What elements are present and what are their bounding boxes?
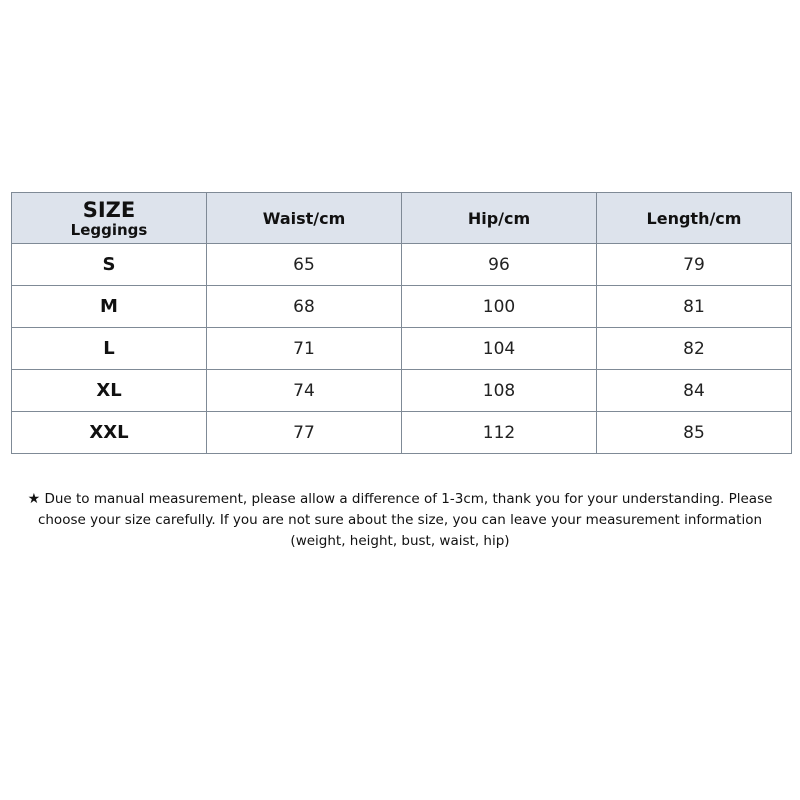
waist-cell: 77 xyxy=(207,412,402,454)
measurement-note xyxy=(20,489,780,552)
table-row xyxy=(12,286,792,328)
size-cell: XL xyxy=(12,370,207,412)
table-row xyxy=(12,244,792,286)
waist-column-header: Waist/cm xyxy=(207,193,402,244)
hip-cell: 108 xyxy=(402,370,597,412)
waist-cell: 65 xyxy=(207,244,402,286)
length-column-header: Length/cm xyxy=(597,193,792,244)
length-cell: 82 xyxy=(597,328,792,370)
size-header-label: SIZE xyxy=(82,198,136,222)
table-row xyxy=(12,370,792,412)
table-row xyxy=(12,412,792,454)
hip-cell: 100 xyxy=(402,286,597,328)
size-cell: S xyxy=(12,244,207,286)
table-header-row xyxy=(12,193,792,244)
hip-cell: 104 xyxy=(402,328,597,370)
length-cell: 85 xyxy=(597,412,792,454)
waist-cell: 74 xyxy=(207,370,402,412)
star-icon: ★ xyxy=(27,491,41,507)
waist-cell: 68 xyxy=(207,286,402,328)
note-line-2: choose your size carefully. If you are not sure about the size, you can leave your measurement information xyxy=(37,512,763,528)
table-row xyxy=(12,328,792,370)
size-cell: M xyxy=(12,286,207,328)
length-cell: 81 xyxy=(597,286,792,328)
note-line-3: (weight, height, bust, waist, hip) xyxy=(290,533,510,549)
waist-cell: 71 xyxy=(207,328,402,370)
note-line-1-text: Due to manual measurement, please allow a difference of 1-3cm, thank you for your understanding. Please xyxy=(44,491,773,507)
hip-cell: 112 xyxy=(402,412,597,454)
size-header-sublabel: Leggings xyxy=(70,221,148,239)
size-cell: XXL xyxy=(12,412,207,454)
size-cell: L xyxy=(12,328,207,370)
hip-column-header: Hip/cm xyxy=(402,193,597,244)
size-table xyxy=(11,192,792,454)
size-column-header xyxy=(12,193,207,244)
hip-cell: 96 xyxy=(402,244,597,286)
length-cell: 79 xyxy=(597,244,792,286)
note-line-1 xyxy=(20,489,780,510)
length-cell: 84 xyxy=(597,370,792,412)
